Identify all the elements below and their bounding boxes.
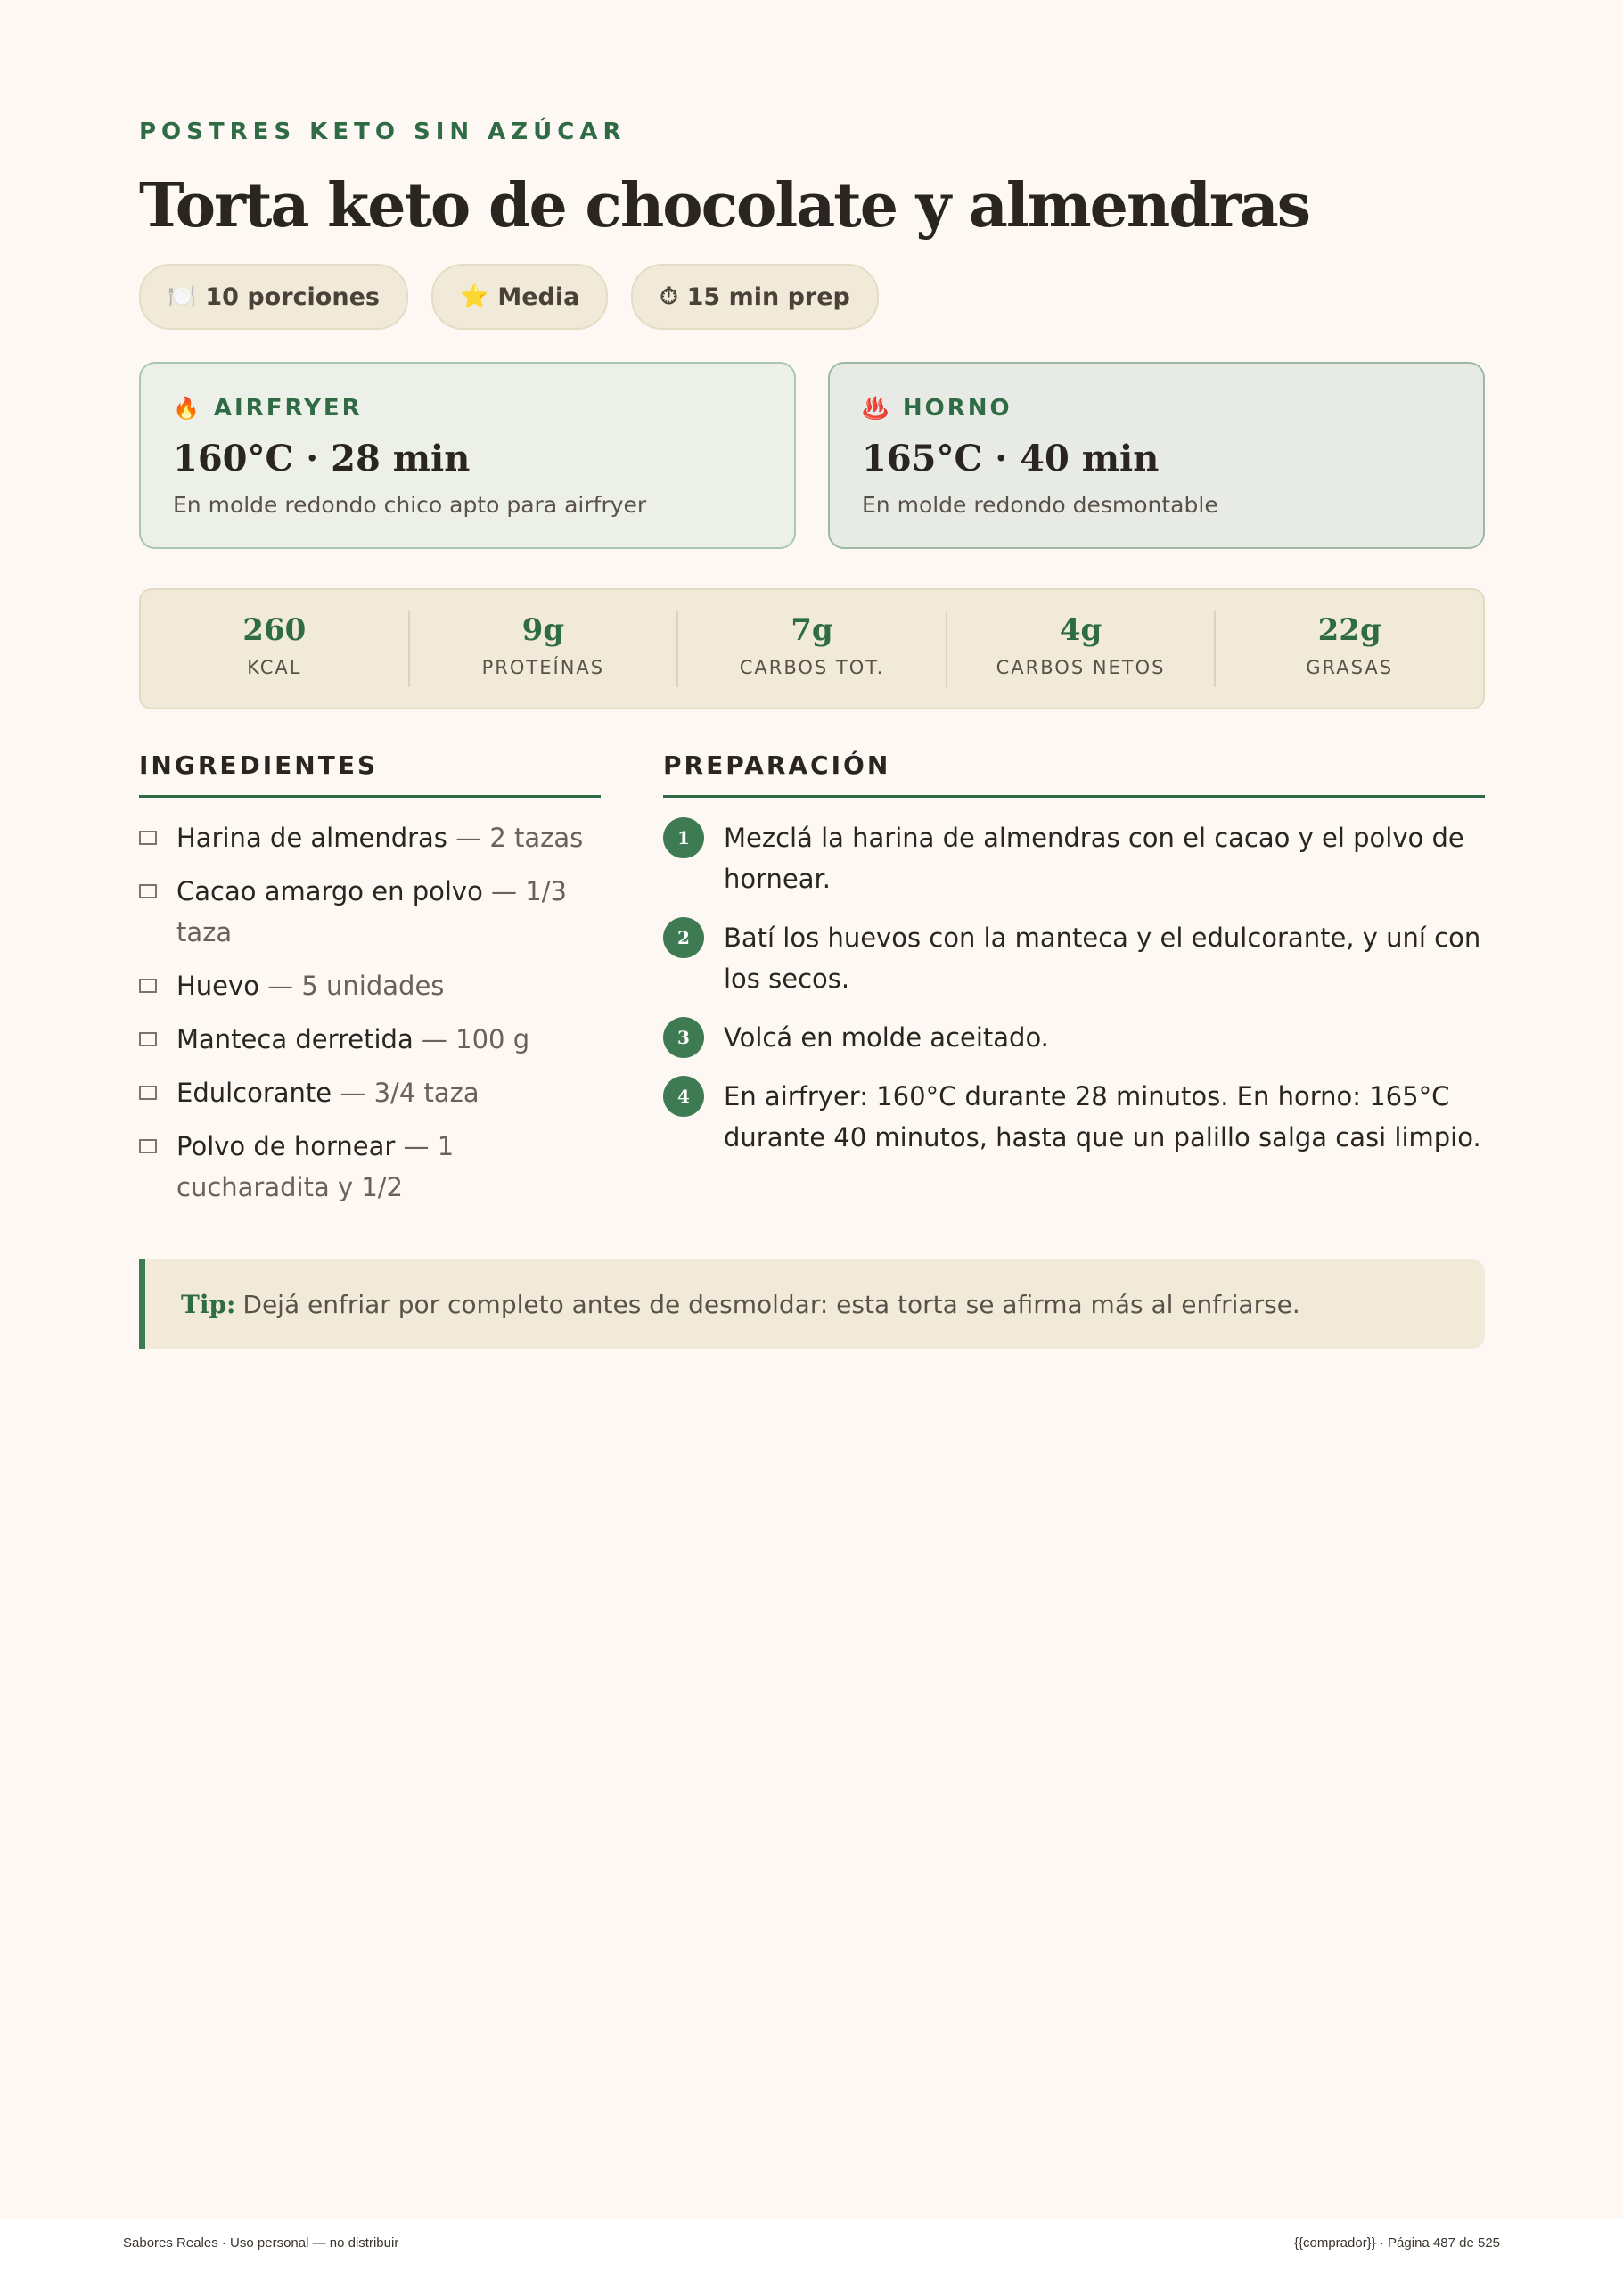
nutrition-bar	[139, 588, 1485, 709]
recipe-title: Torta keto de chocolate y almendras	[139, 170, 1310, 242]
footer-copyright: Sabores Reales · Uso personal — no distribuir	[123, 2235, 399, 2251]
ingredient-item	[139, 871, 601, 953]
recipe-body	[139, 749, 1485, 1220]
step-number: 2	[663, 917, 704, 958]
ingredient-item	[139, 1072, 601, 1113]
ingredient-qty: — 100 g	[413, 1024, 530, 1054]
nutrition-value: 4g	[1059, 612, 1102, 648]
category-label: POSTRES KETO SIN AZÚCAR	[139, 119, 627, 145]
checkbox[interactable]	[139, 1032, 157, 1046]
ingredients-section	[139, 749, 601, 1220]
step-text: Batí los huevos con la manteca y el edulcorante, y uní con los secos.	[724, 922, 1481, 994]
ingredient-qty: — 1/3 taza	[176, 876, 567, 947]
ingredient-name: Cacao amargo en polvo	[176, 876, 483, 906]
step-number: 3	[663, 1017, 704, 1058]
hot-springs-icon: ♨️	[862, 396, 889, 421]
recipe-page	[139, 116, 1485, 1349]
oven-header	[862, 394, 1451, 422]
nutrition-total-carbs	[678, 611, 947, 687]
cooking-methods	[139, 362, 1485, 549]
tip-box	[139, 1259, 1485, 1349]
nutrition-value: 7g	[791, 612, 833, 648]
step-number: 1	[663, 817, 704, 858]
ingredient-item	[139, 817, 601, 858]
ingredients-list	[139, 817, 601, 1208]
stopwatch-icon: ⏱	[660, 283, 678, 310]
step-text: Volcá en molde aceitado.	[724, 1022, 1049, 1053]
ingredient-name: Manteca derretida	[176, 1024, 414, 1054]
nutrition-label: CARBOS TOT.	[739, 657, 885, 678]
ingredient-name: Edulcorante	[176, 1078, 332, 1108]
nutrition-label: PROTEÍNAS	[481, 657, 605, 678]
recipe-meta-pills	[139, 264, 1485, 330]
fire-icon: 🔥	[173, 396, 200, 421]
ingredient-name: Polvo de hornear	[176, 1131, 396, 1161]
step-text: En airfryer: 160°C durante 28 minutos. En horno: 165°C durante 40 minutos, hasta que un palillo salga casi limpio.	[724, 1081, 1481, 1152]
servings-label: 10 porciones	[205, 283, 380, 311]
difficulty-label: Media	[497, 283, 580, 311]
preparation-heading: PREPARACIÓN	[663, 749, 1485, 798]
ingredient-item	[139, 1019, 601, 1060]
airfryer-title: AIRFRYER	[213, 395, 363, 422]
step-item	[663, 1076, 1485, 1158]
airfryer-note: En molde redondo chico apto para airfryer	[173, 492, 647, 518]
nutrition-label: KCAL	[247, 657, 302, 678]
checkbox[interactable]	[139, 979, 157, 993]
airfryer-card	[139, 362, 796, 549]
checkbox[interactable]	[139, 831, 157, 845]
ingredient-qty: — 3/4 taza	[332, 1078, 480, 1108]
oven-card	[828, 362, 1485, 549]
nutrition-fat	[1216, 611, 1483, 687]
step-text: Mezclá la harina de almendras con el cacao y el polvo de hornear.	[724, 823, 1464, 894]
airfryer-header	[173, 394, 762, 422]
plate-icon: 🍽️	[168, 283, 197, 310]
ingredient-qty: — 5 unidades	[258, 971, 445, 1001]
nutrition-value: 9g	[521, 612, 565, 648]
nutrition-value: 260	[242, 612, 307, 648]
servings-pill	[139, 264, 408, 330]
nutrition-net-carbs	[947, 611, 1217, 687]
preparation-section	[663, 749, 1485, 1220]
ingredient-item	[139, 965, 601, 1006]
tip-text: Dejá enfriar por completo antes de desmoldar: esta torta se afirma más al enfriarse.	[242, 1289, 1300, 1319]
step-item	[663, 1017, 1485, 1058]
prep-time-pill	[631, 264, 879, 330]
oven-title: HORNO	[902, 395, 1012, 422]
nutrition-protein	[410, 611, 679, 687]
nutrition-label: CARBOS NETOS	[996, 657, 1166, 678]
tip-label: Tip:	[181, 1289, 236, 1319]
step-number: 4	[663, 1076, 704, 1117]
ingredient-name: Huevo	[176, 971, 259, 1001]
ingredient-qty: — 2 tazas	[447, 823, 584, 853]
oven-note: En molde redondo desmontable	[862, 492, 1218, 518]
nutrition-label: GRASAS	[1306, 657, 1394, 678]
steps-list	[663, 817, 1485, 1158]
nutrition-kcal	[141, 611, 410, 687]
nutrition-value: 22g	[1317, 612, 1381, 648]
page-footer	[0, 2219, 1623, 2296]
checkbox[interactable]	[139, 884, 157, 898]
step-item	[663, 817, 1485, 899]
star-icon: ⭐	[459, 283, 489, 310]
checkbox[interactable]	[139, 1139, 157, 1153]
ingredient-name: Harina de almendras	[176, 823, 447, 853]
difficulty-pill	[431, 264, 608, 330]
step-item	[663, 917, 1485, 999]
prep-time-label: 15 min prep	[686, 283, 850, 311]
checkbox[interactable]	[139, 1086, 157, 1100]
footer-page-number: {{comprador}} · Página 487 de 525	[1293, 2235, 1500, 2251]
airfryer-temp-time: 160°C · 28 min	[173, 438, 471, 480]
ingredients-heading: INGREDIENTES	[139, 749, 601, 798]
ingredient-qty: — 1 cucharadita y 1/2	[176, 1131, 455, 1202]
ingredient-item	[139, 1126, 601, 1208]
oven-temp-time: 165°C · 40 min	[862, 438, 1160, 480]
